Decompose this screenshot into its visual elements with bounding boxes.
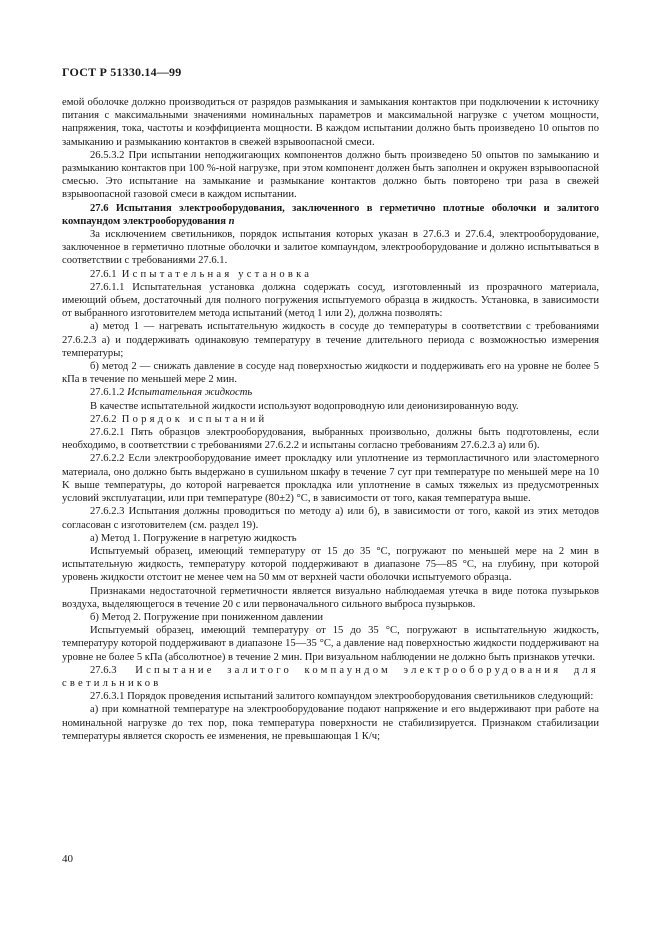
page-number: 40 bbox=[62, 853, 73, 865]
paragraph: 27.6.3.1 Порядок проведения испытаний залитого компаундом электрооборудования светильников следующий: bbox=[90, 691, 594, 703]
subsection-heading: 27.6.3 Испытание залитого компаундом электрооборудования для светильников bbox=[62, 664, 599, 689]
paragraph: В качестве испытательной жидкости используют водопроводную или деионизированную воду. bbox=[90, 400, 519, 412]
list-item: б) Метод 2. Погружение при пониженном давлении bbox=[90, 611, 324, 623]
paragraph: Испытуемый образец, имеющий температуру от 15 до 35 °С, погружают по меньшей мере на 2 мин в испытательную жидкость, температуру которой поддерживают в диапазоне 75—85 °С, на глубину, при которой уровень жидкости отстоит не менее чем на 50 мм от верхней части оболочки испытуемого образца. bbox=[62, 545, 599, 584]
subsection-heading: 27.6.2 Порядок испытаний bbox=[90, 413, 268, 425]
subsection-heading: 27.6.1 Испытательная установка bbox=[90, 268, 313, 280]
document-body bbox=[62, 96, 599, 743]
paragraph: 27.6.2.2 Если электрооборудование имеет прокладку или уплотнение из термопластичного или эластомерного материала, оно должно быть выдержано в сушильном шкафу в течение 7 сут при температуре по меньшей мере на 10 K выше температуры, до которой нагревается прокладка или уплотнение в самых тяжелых из предусмотренных условий эксплуатации, или при температуре (80±2) °С, в зависимости от того, какая температура выше. bbox=[62, 453, 599, 505]
subsection-heading: 27.6.1.2 Испытательная жидкость bbox=[90, 387, 253, 399]
paragraph: 27.6.1.1 Испытательная установка должна содержать сосуд, изготовленный из прозрачного материала, имеющий объем, достаточный для полного погружения испытуемого образца в жидкость. Установка, в зависимости от выбранного изготовителем метода испытаний (метод 1 или 2), должна позволять: bbox=[62, 281, 599, 320]
section-heading bbox=[62, 202, 599, 228]
list-item: б) метод 2 — снижать давление в сосуде над поверхностью жидкости и поддерживать его на уровне не более 5 кПа в течение по меньшей мере 2 мин. bbox=[62, 361, 599, 386]
paragraph: емой оболочке должно производиться от разрядов размыкания и замыкания контактов при подключении к источнику питания с максимальными значениями номинальных параметров и максимальной нагрузке с учетом мощности, напряжения, тока, частоты и коэффициента мощности. В каждом испытании должно быть произведено 10 опытов по замыканию и размыканию контактов в свежей взрывоопасной смеси. bbox=[62, 97, 599, 148]
paragraph: 27.6.2.1 Пять образцов электрооборудования, выбранных произвольно, должны быть подготовлены, если необходимо, в соответствии с требованиями 27.6.2.2 и испытаны согласно требованиям 27.6.2.3 а) или б). bbox=[62, 427, 599, 452]
paragraph: 27.6.2.3 Испытания должны проводиться по методу а) или б), в зависимости от того, какой из этих методов согласован с изготовителем (см. раздел 19). bbox=[62, 506, 599, 531]
list-item: а) Метод 1. Погружение в нагретую жидкость bbox=[90, 532, 297, 544]
paragraph: 26.5.3.2 При испытании неподжигающих компонентов должно быть произведено 50 опытов по замыканию и размыканию контактов при 100 %-ной нагрузке, при этом компонент должен быть заполнен и окружен взрывоопасной смесью. Это испытание на замыкание и размыкание контактов должно быть повторено три раза в свежей взрывоопасной газовой смеси в каждом испытании. bbox=[62, 149, 599, 201]
section-heading-mark: п bbox=[228, 215, 235, 227]
document-header: ГОСТ Р 51330.14—99 bbox=[62, 65, 182, 79]
paragraph: Испытуемый образец, имеющий температуру от 15 до 35 °С, погружают в испытательную жидкость, температуру которой поддерживают в диапазоне 15—35 °С, а давление над поверхностью жидкости поддерживают на уровне не более 5 кПа (абсолютное) в течение 2 мин. При визуальном наблюдении не должно быть признаков утечки. bbox=[62, 625, 599, 663]
paragraph: За исключением светильников, порядок испытания которых указан в 27.6.3 и 27.6.4, электрооборудование, заключенное в герметично плотные оболочки и залитое компаундом, электрооборудование и должно испытываться в соответствии с требованиями 27.6.1. bbox=[62, 229, 599, 267]
list-item: а) метод 1 — нагревать испытательную жидкость в сосуде до температуры в соответствии с требованиями 27.6.2.3 а) и поддерживать одинаковую температуру в течение длительного периода с возможностью измерения температуры; bbox=[62, 321, 599, 359]
paragraph: Признаками недостаточной герметичности является визуально наблюдаемая утечка в виде потока пузырьков воздуха, выделяющегося в течение 20 с или первоначального сильного выброса пузырьков. bbox=[62, 585, 599, 610]
section-heading-text: 27.6 Испытания электрооборудования, заключенного в герметично плотные оболочки и залитого компаундом электрооборудования bbox=[62, 202, 599, 227]
list-item: а) при комнатной температуре на электрооборудование подают напряжение и его выдерживают при работе на номинальной нагрузке до тех пор, пока температура поверхности не стабилизируется. Признаком стабилизации температуры является скорость ее изменения, не превышающая 1 К/ч; bbox=[62, 704, 599, 742]
